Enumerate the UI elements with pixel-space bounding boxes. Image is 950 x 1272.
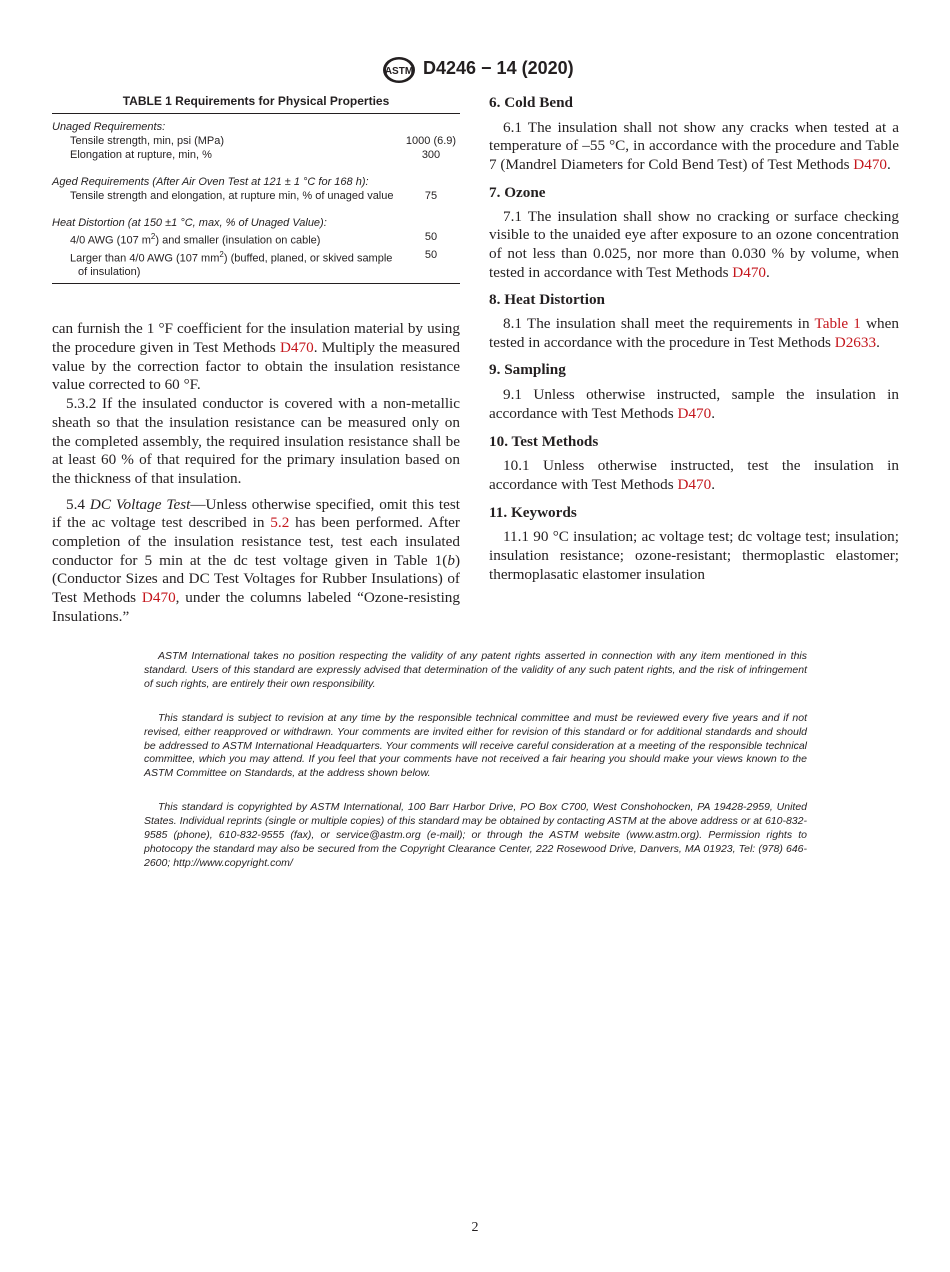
section-9-heading: 9. Sampling bbox=[489, 361, 566, 379]
paragraph-8-1: 8.1 The insulation shall meet the requirements in Table 1 when tested in accordance with the procedure in Test Methods D2633. bbox=[489, 315, 899, 351]
paragraph-10-1: 10.1 Unless otherwise instructed, test the insulation in accordance with Test Methods D470. bbox=[489, 457, 899, 493]
section-8-heading: 8. Heat Distortion bbox=[489, 291, 605, 309]
table-row: Tensile strength and elongation, at rupture min, % of unaged value 75 bbox=[70, 190, 438, 202]
requirements-table bbox=[52, 113, 460, 284]
d2633-link[interactable]: D2633 bbox=[834, 333, 877, 351]
table-row: 4/0 AWG (107 $m^2$) and smaller (insulation on cable) 50 bbox=[70, 231, 438, 247]
right-column bbox=[489, 94, 899, 584]
paragraph-9-1: 9.1 Unless otherwise instructed, sample the insulation in accordance with Test Methods D470. bbox=[489, 386, 899, 422]
page-header bbox=[0, 56, 950, 84]
d470-link[interactable]: D470 bbox=[853, 156, 888, 174]
section-5-2-link[interactable]: 5.2 bbox=[270, 514, 290, 532]
table-row: Tensile strength, min, psi (MPa) 1000 (6.9) bbox=[70, 135, 457, 147]
table-group-heading: Heat Distortion (at 150 ±1 °C, max, % of Unaged Value): bbox=[52, 217, 327, 229]
paragraph-5-3-2: 5.3.2 If the insulated conductor is covered with a non-metallic sheath so that the insulation resistance can be measured only on the completed assembly, the required insulation resistance shall be at least 60 % of that required for the primary insulation based on the thickness of that insulation. bbox=[52, 395, 460, 487]
page-number: 2 bbox=[471, 1220, 479, 1235]
d470-link[interactable]: D470 bbox=[279, 339, 314, 357]
paragraph-7-1: 7.1 The insulation shall show no cracking or surface checking visible to the unaided eye after exposure to an ozone concentration of not less than 0.025, nor more than 0.030 % by volume, when tested in accordance with Test Methods D470. bbox=[489, 207, 899, 281]
table-group-heading: Unaged Requirements: bbox=[52, 121, 166, 133]
table-row: Elongation at rupture, min, % 300 bbox=[70, 149, 441, 161]
revision-notice: This standard is subject to revision at any time by the responsible technical committee and must be reviewed every five years and if not revised, either reapproved or withdrawn. Your comments are invited either for revision of this standard or for additional standards and should be addressed to ASTM International Headquarters. Your comments will receive careful consideration at a meeting of the responsible technical committee, which you may attend. If you feel that your comments have not received a fair hearing you should make your views known to the ASTM Committee on Standards, at the address shown below. bbox=[144, 711, 807, 780]
table-group-heading: Aged Requirements (After Air Oven Test at 121 ± 1 °C for 168 h): bbox=[52, 176, 369, 188]
paragraph-5-4: 5.4 DC Voltage Test—Unless otherwise specified, omit this test if the ac voltage test described in 5.2 has been performed. After completion of the insulation resistance test, test each insulated conductor for 5 min at the dc test voltage given in Table 1(b) (Conductor Sizes and DC Test Voltages for Rubber Insulations) of Test Methods D470, under the columns labeled “Ozone-resisting Insulations.” bbox=[52, 495, 460, 625]
table-row: Larger than 4/0 AWG (107 $mm^2$) (buffed, planed, or skived sample of insulation) 50 bbox=[70, 248, 438, 279]
d470-link[interactable]: D470 bbox=[677, 404, 712, 422]
logo-lettering: ASTM bbox=[384, 66, 414, 77]
left-column bbox=[52, 94, 460, 627]
table-1-caption: TABLE 1 Requirements for Physical Properties bbox=[122, 94, 390, 108]
astm-logo bbox=[381, 56, 417, 84]
section-7-heading: 7. Ozone bbox=[489, 183, 546, 201]
astm-notice bbox=[144, 650, 807, 891]
copyright-notice: This standard is copyrighted by ASTM International, 100 Barr Harbor Drive, PO Box C700, West Conshohocken, PA 19428-2959, United States. Individual reprints (single or multiple copies) of this standard may be obtained by contacting ASTM at the above address or at 610-832-9585 (phone), 610-832-9555 (fax), or service@astm.org (e-mail); or through the ASTM website (www.astm.org). Permission rights to photocopy the standard may also be secured from the Copyright Clearance Center, 222 Rosewood Drive, Danvers, MA 01923, Tel: (978) 646-2600; http://www.copyright.com/ bbox=[144, 801, 807, 869]
section-10-heading: 10. Test Methods bbox=[489, 432, 599, 450]
patent-notice: ASTM International takes no position respecting the validity of any patent rights asserted in connection with any item mentioned in this standard. Users of this standard are expressly advised that determination of the validity of any such patent rights, and the risk of infringement of such rights, are entirely their own responsibility. bbox=[144, 650, 807, 690]
table-1-link[interactable]: Table 1 bbox=[814, 315, 861, 333]
paragraph-11-1: 11.1 90 °C insulation; ac voltage test; dc voltage test; insulation; insulation resistance; ozone-resistant; thermoplastic elastomer; thermoplasatic elastomer insulation bbox=[489, 528, 899, 583]
d470-link[interactable]: D470 bbox=[141, 589, 176, 607]
d470-link[interactable]: D470 bbox=[732, 263, 767, 281]
section-6-heading: 6. Cold Bend bbox=[489, 94, 573, 111]
paragraph-5-3-1-continued: can furnish the 1 °F coefficient for the insulation material by using the procedure given in Test Methods D470. Multiply the measured value by the correction factor to obtain the insulation resistance value corrected to 60 °F. bbox=[52, 320, 460, 394]
document-designation: D4246 − 14 (2020) bbox=[423, 58, 574, 78]
d470-link[interactable]: D470 bbox=[677, 475, 712, 493]
section-11-heading: 11. Keywords bbox=[489, 503, 577, 521]
paragraph-6-1: 6.1 The insulation shall not show any cracks when tested at a temperature of –55 °C, in accordance with the procedure and Table 7 (Mandrel Diameters for Cold Bend Test) of Test Methods D470. bbox=[489, 118, 899, 174]
